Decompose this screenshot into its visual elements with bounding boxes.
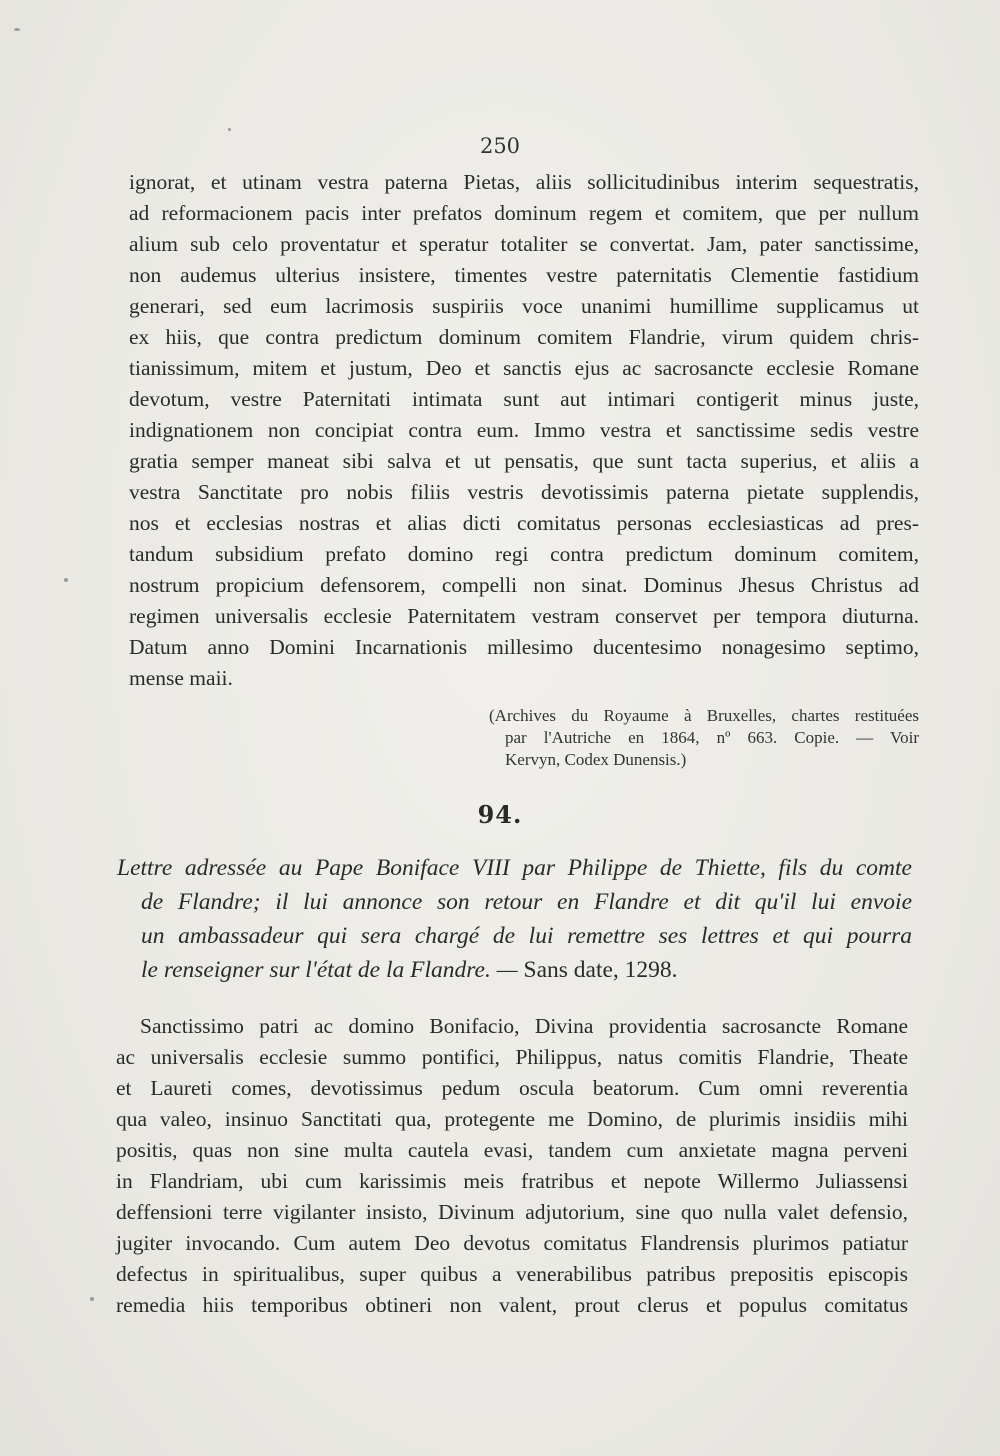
text-line: mense maii. xyxy=(129,666,233,690)
citation-line: (Archives du Royaume à Bruxelles, chartes restituées xyxy=(489,706,919,725)
text-line: non audemus ulterius insistere, timentes vestre paternitatis Clementie fastidium xyxy=(129,263,919,287)
archive-citation xyxy=(489,705,919,771)
text-line: ignorat, et utinam vestra paterna Pietas, aliis sollicitudinibus interim sequestratis, xyxy=(129,170,919,194)
text-line: ad reformacionem pacis inter prefatos dominum regem et comitem, que per nullum xyxy=(129,201,919,225)
text-line: devotum, vestre Paternitati intimata sunt aut intimari contigerit minus juste, xyxy=(129,387,919,411)
text-line: generari, sed eum lacrimosis suspiriis voce unanimi humillime supplicamus ut xyxy=(129,294,919,318)
document-number: 94. xyxy=(477,800,523,829)
text-line: et Laureti comes, devotissimus pedum oscula beatorum. Cum omni reverentia xyxy=(116,1076,908,1100)
text-line: positis, quas non sine multa cautela evasi, tandem cum anxietate magna perveni xyxy=(116,1138,908,1162)
letter-body-paragraph-1 xyxy=(129,167,919,694)
paper-speck xyxy=(64,578,68,582)
text-line: nos et ecclesias nostras et alias dicti comitatus personas ecclesiasticas ad pres- xyxy=(129,511,919,535)
text-line: tandum subsidium prefato domino regi contra predictum dominum comitem, xyxy=(129,542,919,566)
text-line: qua valeo, insinuo Sanctitati qua, protegente me Domino, de plurimis insidiis mihi xyxy=(116,1107,908,1131)
paper-speck xyxy=(228,128,231,131)
text-line: remedia hiis temporibus obtineri non valent, prout clerus et populus comitatus xyxy=(116,1293,908,1317)
heading-line xyxy=(117,953,912,987)
text-line: nostrum propicium defensorem, compelli non sinat. Dominus Jhesus Christus ad xyxy=(129,573,919,597)
heading-line: Lettre adressée au Pape Boniface VIII par Philippe de Thiette, fils du comte xyxy=(117,855,912,881)
text-line: Sanctissimo patri ac domino Bonifacio, Divina providentia sacrosancte Romane xyxy=(140,1014,908,1038)
text-line: regimen universalis ecclesie Paternitatem vestram conservet per tempora diuturna. xyxy=(129,604,919,628)
text-line: Datum anno Domini Incarnationis millesimo ducentesimo nonagesimo septimo, xyxy=(129,635,919,659)
text-line: indignationem non concipiat contra eum. Immo vestra et sanctissime sedis vestre xyxy=(129,418,919,442)
text-line: in Flandriam, ubi cum karissimis meis fratribus et nepote Willermo Juliassensi xyxy=(116,1169,908,1193)
text-line: defectus in spiritualibus, super quibus a venerabilibus patribus prepositis episcopis xyxy=(116,1262,908,1286)
text-line: tianissimum, mitem et justum, Deo et sanctis ejus ac sacrosancte ecclesie Romane xyxy=(129,356,919,380)
text-line: ex hiis, que contra predictum dominum comitem Flandrie, virum quidem chris- xyxy=(129,325,919,349)
letter-body-paragraph-2 xyxy=(116,1011,908,1321)
text-line: vestra Sanctitate pro nobis filiis vestris devotissimis paterna pietate supplendis, xyxy=(129,480,919,504)
paper-speck xyxy=(14,28,20,31)
text-line: ac universalis ecclesie summo pontifici, Philippus, natus comitis Flandrie, Theate xyxy=(116,1045,908,1069)
heading-line-text: le renseigner sur l'état de la Flandre. — xyxy=(141,957,518,983)
page-number: 250 xyxy=(479,134,521,158)
text-line: deffensioni terre vigilanter insisto, Divinum adjutorium, sine quo nulla valet defensio, xyxy=(116,1200,908,1224)
heading-line: de Flandre; il lui annonce son retour en Flandre et dit qu'il lui envoie xyxy=(141,889,912,915)
citation-line: Kervyn, Codex Dunensis.) xyxy=(505,750,687,769)
paper-speck xyxy=(90,1297,94,1301)
text-line: alium sub celo proventatur et speratur totaliter se convertat. Jam, pater sanctissime, xyxy=(129,232,919,256)
citation-line: par l'Autriche en 1864, nº 663. Copie. — Voir xyxy=(505,728,919,747)
heading-line: un ambassadeur qui sera chargé de lui remettre ses lettres et qui pourra xyxy=(141,923,912,949)
document-heading xyxy=(117,851,912,987)
text-line: gratia semper maneat sibi salva et ut pensatis, que sunt tacta superius, et aliis a xyxy=(129,449,919,473)
text-line: jugiter invocando. Cum autem Deo devotus comitatus Flandrensis plurimos patiatur xyxy=(116,1231,908,1255)
heading-date: Sans date, 1298. xyxy=(523,957,678,983)
